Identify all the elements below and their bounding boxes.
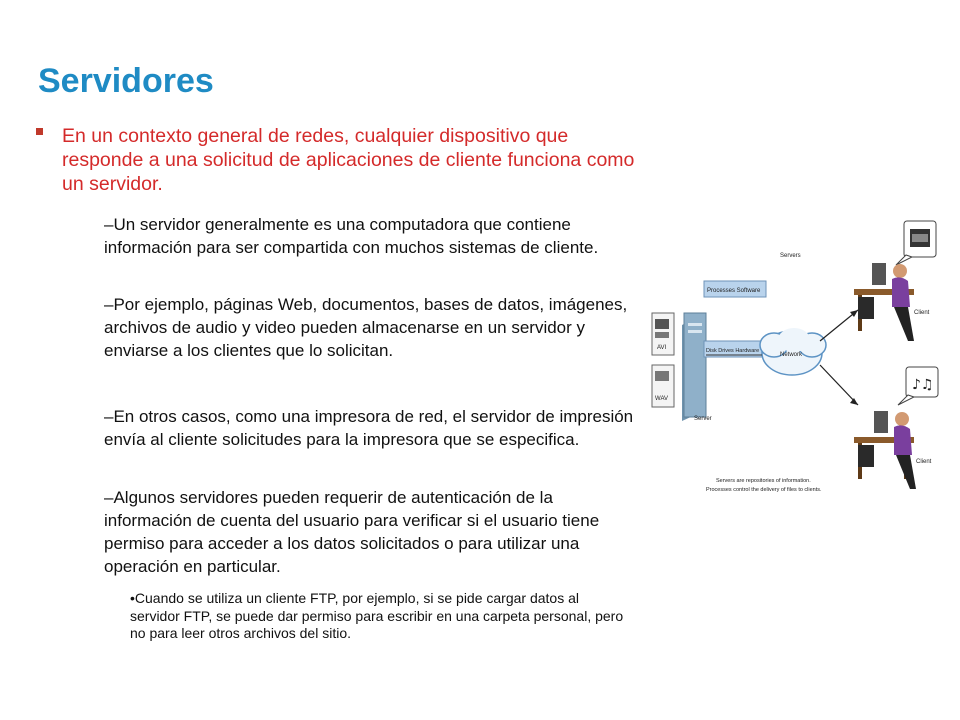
main-bullet <box>36 124 636 196</box>
disk-drives-label: Disk Drives Hardware <box>706 348 760 354</box>
servers-label: Servers <box>780 253 801 259</box>
file-label-avi: AVI <box>657 345 667 351</box>
server-label: Server <box>694 416 712 422</box>
network-label: Network <box>780 352 803 358</box>
sub-sub-bullet: •Cuando se utiliza un cliente FTP, por ejemplo, si se pide cargar datos al servidor FTP, se puede dar permiso para escribir en una carpeta personal, pero no para leer otros archivos del sitio. <box>130 590 624 641</box>
diagram-svg <box>644 215 944 515</box>
client-computer-icon-1 <box>854 263 914 341</box>
sub-bullet-3: –En otros casos, como una impresora de red, el servidor de impresión envía al cliente solicitudes para la impresora que se especifica. <box>104 407 634 449</box>
slide-title: Servidores <box>38 62 214 100</box>
film-bubble-icon <box>896 221 936 265</box>
diagram-caption-2: Processes control the delivery of files to clients. <box>706 487 822 493</box>
client-computer-icon-2 <box>854 411 916 489</box>
server-tower-icon <box>682 313 706 421</box>
music-bubble-icon <box>898 367 938 405</box>
client-label-1: Client <box>914 310 930 316</box>
svg-text:♪♫: ♪♫ <box>912 377 934 393</box>
video-file-icon <box>652 313 674 355</box>
diagram-caption-1: Servers are repositories of information. <box>716 478 811 484</box>
sub-bullet-1: –Un servidor generalmente es una computadora que contiene información para ser compartida con muchos sistemas de cliente. <box>104 215 599 257</box>
sub-bullet-4: –Algunos servidores pueden requerir de autenticación de la información de cuenta del usuario para verificar si el usuario tiene permiso para acceder a los datos solicitados o para utilizar una operación en particular. <box>104 488 600 576</box>
file-label-wav: WAV <box>655 396 668 402</box>
client-server-diagram <box>644 215 944 515</box>
sub-bullet-2: –Por ejemplo, páginas Web, documentos, bases de datos, imágenes, archivos de audio y video pueden almacenarse en un servidor y enviarse a los clientes que lo solicitan. <box>104 295 628 360</box>
client-label-2: Client <box>916 459 932 465</box>
main-bullet-text: En un contexto general de redes, cualquier dispositivo que responde a una solicitud de aplicaciones de cliente funciona como un servidor. <box>62 125 635 195</box>
processes-label: Processes Software <box>707 288 761 294</box>
audio-file-icon <box>652 365 674 407</box>
square-bullet-icon <box>36 128 43 135</box>
